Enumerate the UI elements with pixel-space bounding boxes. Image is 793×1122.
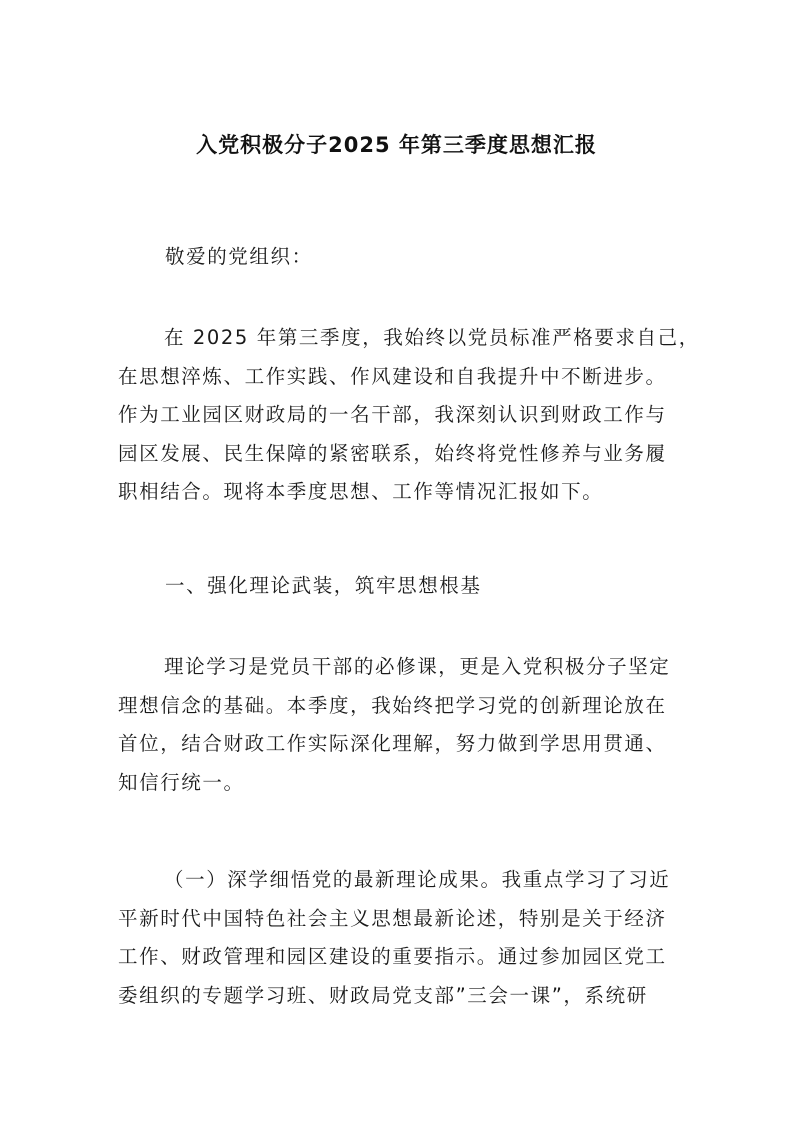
subsection1-line: （一）深学细悟党的最新理论成果。我重点学习了习近 (164, 868, 671, 891)
subsection1-line: 委组织的专题学习班、财政局党支部”三会一课”，系统研 (118, 983, 648, 1007)
intro-paragraph (118, 319, 700, 512)
document-title: 入党积极分子2025 年第三季度思想汇报 (196, 133, 597, 157)
subsection1-line: 工作、财政管理和园区建设的重要指示。通过参加园区党工 (118, 945, 667, 968)
salutation: 敬爱的党组织： (165, 245, 313, 268)
section1-paragraph (118, 648, 678, 802)
section1-line: 理想信念的基础。本季度，我始终把学习党的创新理论放在 (118, 693, 667, 717)
section1-line: 首位，结合财政工作实际深化理解，努力做到学思用贯通、 (118, 732, 667, 755)
section1-line: 知信行统一。 (118, 770, 245, 794)
subsection1-paragraph (118, 861, 678, 1015)
section1-line: 理论学习是党员干部的必修课，更是入党积极分子坚定 (164, 655, 671, 678)
subsection1-line: 平新时代中国特色社会主义思想最新论述，特别是关于经济 (118, 906, 667, 930)
intro-line: 在 2025 年第三季度，我始终以党员标准严格要求自己， (164, 326, 700, 349)
intro-line: 作为工业园区财政局的一名干部，我深刻认识到财政工作与 (118, 403, 667, 426)
intro-line: 园区发展、民生保障的紧密联系，始终将党性修养与业务履 (118, 441, 667, 465)
section-heading: 一、强化理论武装，筑牢思想根基 (165, 574, 482, 597)
intro-line: 职相结合。现将本季度思想、工作等情况汇报如下。 (118, 480, 604, 503)
intro-line: 在思想淬炼、工作实践、作风建设和自我提升中不断进步。 (118, 364, 667, 388)
